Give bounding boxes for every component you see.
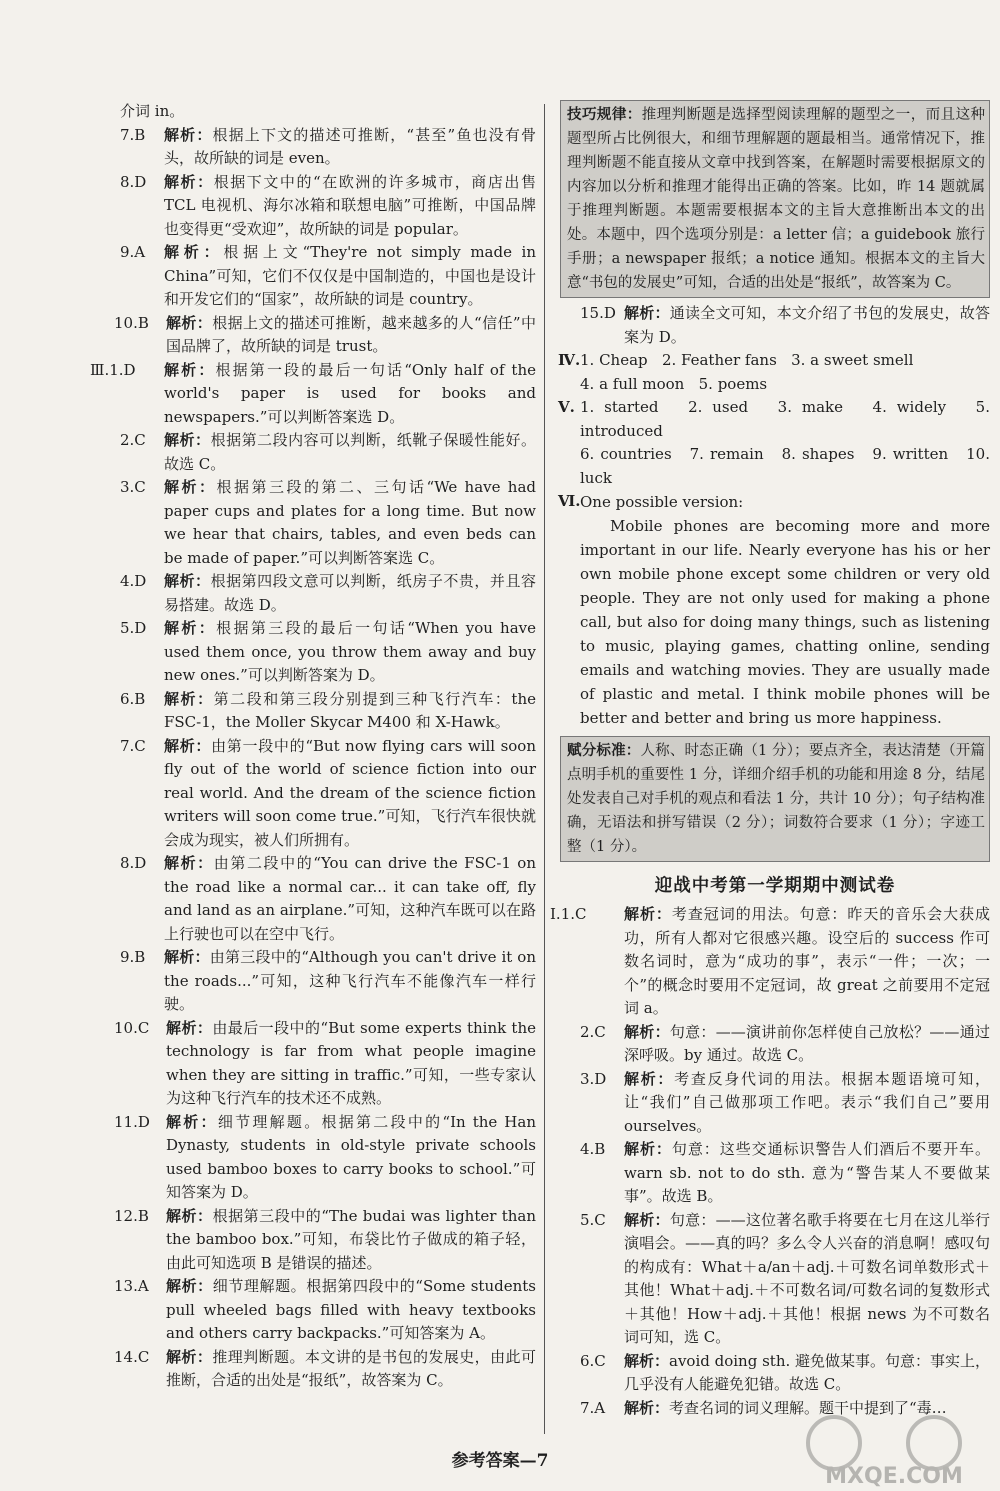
answer-item [100, 1275, 536, 1346]
answer-number: 7.A [580, 1398, 606, 1417]
answer-text: 推理判断题。本文讲的是书包的发展史，由此可推断，合适的出处是“报纸”，故答案为 C。 [166, 1347, 536, 1389]
answer-text: 根据第四段文意可以判断，纸房子不贵，并且容易搭建。故选 D。 [164, 572, 536, 614]
answer-label: 解析： [164, 619, 217, 637]
essay-body: Mobile phones are becoming more and more important in our life. Nearly everyone has his or her own mobile phone except some children or very old people. They are not only used for making a phone call, but also for doing many things, such as listening to music, playing games, chatting online, sending emails and watching movies. They are usually made of plastic and metal. I think mobile phones will be better and better and bring us more happiness. [580, 517, 990, 727]
essay-heading: One possible version: [580, 493, 744, 511]
answer-text: 根据第二段内容可以判断，纸靴子保暖性能好。故选 C。 [164, 431, 536, 473]
answer-number: 7.B [120, 125, 146, 144]
answer-number: 9.A [120, 243, 146, 261]
exam-title: 迎战中考第一学期期中测试卷 [654, 876, 896, 896]
answer-text: 第二段和第三段分别提到三种飞行汽车：the FSC-1，the Moller Skycar M400 和 X-Hawk。 [164, 689, 536, 731]
answer-item [100, 429, 536, 476]
answer-number: 3.D [580, 1069, 607, 1088]
section-4-line-2: 4. a full moon 5. poems [580, 374, 768, 393]
answer-text: 通读全文可知，本文介绍了书包的发展史，故答案为 D。 [624, 304, 990, 346]
answer-item [560, 1138, 990, 1209]
tip-text: 推理判断题是选择型阅读理解的题型之一，而且这种题型所占比例很大，和细节理解题的题最相当。通常情况下，推理判断题不能直接从文章中找到答案，在解题时需要根据原文的内容加以分析和推理才能得出正确的答案。比如，昨 14 题就属于推理判断题。本题需要根据本文的主旨大意推断出本文的出处。本题中，四个选项分别是：a letter 信；a guidebook 旅行手册；a newspaper 报纸；a notice 通知。根据本文的主旨大意“书包的发展史”可知，合适的出处是“报纸”，故答案为 C。 [567, 107, 986, 291]
answer-text: 根据下文中的“在欧洲的许多城市，商店出售 TCL 电视机、海尔冰箱和联想电脑”可推断，中国品牌也变得更“受欢迎”，故所缺的词是 popular。 [164, 172, 536, 238]
answer-text: 考查名词的词义理解。题干中提到了“毒… [669, 1398, 947, 1417]
answer-label: 解析： [164, 572, 211, 590]
answer-text: 根据第一段的最后一句话“Only half of the world's paper is used for books and newspapers.”可以判断答案选 D。 [164, 360, 536, 426]
answer-label: 解析： [624, 1069, 675, 1088]
answer-item [560, 1021, 990, 1068]
answer-number: 9.B [120, 948, 146, 966]
answer-label: 解析： [164, 478, 217, 496]
section-6-numeral: Ⅵ. [558, 492, 581, 510]
watermark-logo [794, 1409, 994, 1489]
answer-item [100, 241, 536, 312]
grading-text: 人称、时态正确（1 分）；要点齐全，表达清楚（开篇点明手机的重要性 1 分，详细介绍手机的功能和用途 8 分，结尾处发表自己对手机的观点和看法 1 分，共计 10 分）；句子结构准确，无语法和拼写错误（2 分）；词数符合要求（1 分）；字迹工整（1 分）。 [567, 743, 985, 855]
answer-item [100, 1205, 536, 1276]
answer-item [550, 903, 990, 1021]
answer-number: 4.D [120, 572, 147, 590]
answer-item [560, 1068, 990, 1139]
answer-number: 4.B [580, 1140, 606, 1158]
answer-item [560, 1350, 990, 1397]
answer-text: 句意：这些交通标识警告人们酒后不要开车。warn sb. not to do sth. 意为“警告某人不要做某事”。故选 B。 [624, 1140, 990, 1205]
section-4-numeral: Ⅳ. [558, 351, 581, 369]
answer-item [100, 617, 536, 688]
answer-number: 8.D [120, 172, 147, 191]
answer-item [100, 1017, 536, 1111]
answer-text: 根据第三段中的“The budai was lighter than the bamboo box.”可知，布袋比竹子做成的箱子轻，由此可知选项 B 是错误的描述。 [166, 1206, 536, 1272]
answer-item [100, 100, 536, 124]
grading-box [560, 736, 990, 862]
answer-item [100, 735, 536, 853]
section-6 [560, 490, 990, 730]
answer-label: 解析： [164, 172, 214, 191]
answer-item [100, 1346, 536, 1393]
answer-item [100, 476, 536, 570]
answer-number: 10.C [114, 1018, 150, 1037]
answer-item [100, 312, 536, 359]
section-4 [560, 349, 990, 396]
answer-label: 解析： [166, 1112, 218, 1131]
tip-label: 技巧规律： [567, 106, 642, 123]
answer-label: 解析： [164, 125, 213, 144]
answer-label: 解析： [624, 304, 670, 322]
answer-item [100, 946, 536, 1017]
answer-text: 细节理解题。根据第二段中的“In the Han Dynasty, students in old-style private schools used bamboo boxes to carry books to school.”可知答案为 D。 [166, 1112, 536, 1201]
section-5-line-1: 1. started 2. used 3. make 4. widely 5. introduced [580, 398, 995, 440]
answer-item [100, 1111, 536, 1205]
answer-label: 解析： [164, 360, 216, 379]
answer-number: Ⅲ.1.D [90, 360, 136, 379]
answer-text: 句意：——演讲前你怎样使自己放松？——通过深呼吸。by 通过。故选 C。 [624, 1022, 990, 1064]
answer-label: 解析： [164, 736, 212, 755]
answer-item [560, 302, 990, 349]
answer-item [100, 570, 536, 617]
answer-number: 10.B [114, 313, 149, 332]
answer-label: 解析： [164, 243, 224, 261]
answer-label: 解析： [624, 1140, 672, 1158]
answer-number: 14.C [114, 1347, 150, 1366]
answer-number: 15.D [580, 304, 616, 322]
answer-text: 细节理解题。根据第四段中的“Some students pull wheeled bags filled with heavy textbooks and others carry backpacks.”可知答案为 A。 [166, 1277, 536, 1342]
answer-text: 根据上文的描述可推断，越来越多的人“信任”中国品牌了，故所缺的词是 trust。 [166, 313, 536, 355]
answer-number: 3.C [120, 478, 146, 496]
answer-label: 解析： [166, 313, 213, 332]
answer-text: 由第一段中的“But now flying cars will soon fly out of the world of science fiction into our real world. And the dream of the science fiction writers will soon come true.”可知，飞行汽车很快就会成为现实，被人们所拥有。 [164, 736, 536, 849]
answer-item [100, 171, 536, 242]
answer-text: 根据上文“They're not simply made in China”可知，它们不仅仅是中国制造的，中国也是设计和开发它们的“国家”，故所缺的词是 country。 [164, 243, 536, 308]
answer-item [560, 1209, 990, 1350]
answer-label: 解析： [624, 1022, 670, 1041]
answer-text: 考查反身代词的用法。根据本题语境可知，让“我们”自己做那项工作吧。表示“我们自己”要用 ourselves。 [624, 1069, 990, 1135]
answer-number: 11.D [114, 1112, 150, 1131]
answer-number: 5.C [580, 1210, 606, 1229]
left-column [90, 100, 536, 1393]
tip-box [560, 100, 990, 298]
answer-label: 解析： [166, 1347, 213, 1366]
answer-item [90, 359, 536, 430]
answer-item [100, 852, 536, 946]
answer-label: 解析： [164, 689, 214, 708]
answer-number: 5.D [120, 619, 147, 637]
answer-number: 13.A [114, 1277, 149, 1295]
answer-number: 12.B [114, 1206, 149, 1225]
answer-number: Ⅰ.1.C [550, 905, 587, 923]
answer-text: 根据第三段的第二、三句话“We have had paper cups and plates for a long time. But now we hear that chairs, tables, and even beds can be made of paper.”可以判断答案选 C。 [164, 478, 536, 567]
grading-label: 赋分标准： [567, 742, 641, 759]
answer-number: 6.B [120, 689, 146, 708]
answer-label: 解析： [624, 1210, 670, 1229]
answer-label: 解析： [166, 1018, 213, 1037]
answer-number: 8.D [120, 854, 147, 872]
answer-item [100, 688, 536, 735]
answer-text: 根据第三段的最后一句话“When you have used them once, you throw them away and buy new ones.”可以判断答案为 D。 [164, 619, 536, 684]
answer-number: 7.C [120, 736, 146, 755]
column-divider [544, 104, 545, 1434]
answer-label: 解析： [164, 854, 214, 872]
watermark-text: MXQE.COM [825, 1464, 963, 1489]
section-5-line-2: 6. countries 7. remain 8. shapes 9. written 10. luck [580, 445, 995, 487]
exam-answer-list [550, 903, 991, 1420]
answer-label: 解析： [624, 1351, 670, 1370]
answer-label: 解析： [166, 1206, 213, 1225]
answer-label: 解析： [624, 905, 672, 923]
right-column [550, 100, 995, 1420]
answer-number: 2.C [580, 1022, 606, 1041]
answer-number: 2.C [120, 431, 146, 449]
answer-text: 由第三段中的“Although you can't drive it on the roads...”可知，这种飞行汽车不能像汽车一样行驶。 [164, 948, 536, 1013]
answer-text: 考查冠词的用法。句意：昨天的音乐会大获成功，所有人都对它很感兴趣。设空后的 success 作可数名词时，意为“成功的事”，表示“一件；一次；一个”的概念时要用不定冠词，故 great 之前要用不定冠词 a。 [624, 905, 990, 1017]
section-5-numeral: Ⅴ. [558, 398, 575, 416]
page-footer: 参考答案—7 [451, 1451, 549, 1471]
answer-text: 由最后一段中的“But some experts think the technology is far from what people imagine when they are sitting in traffic.”可知，一些专家认为这种飞行汽车的技术还不成熟。 [166, 1018, 536, 1107]
section-5 [558, 396, 995, 490]
section-4-line-1: 1. Cheap 2. Feather fans 3. a sweet smell [580, 351, 914, 369]
answer-text: 由第二段中的“You can drive the FSC-1 on the road like a normal car... it can take off, fly and land as an airplane.”可知，这种汽车既可以在路上行驶也可以在空中飞行。 [164, 854, 536, 943]
answer-label: 解析： [164, 431, 211, 449]
answer-label: 解析： [164, 948, 210, 966]
answer-text: avoid doing sth. 避免做某事。句意：事实上，几乎没有人能避免犯错。故选 C。 [624, 1351, 991, 1393]
answer-label: 解析： [166, 1277, 213, 1295]
answer-text: 句意：——这位著名歌手将要在七月在这儿举行演唱会。——真的吗？多么令人兴奋的消息啊！感叹句的构成有：What＋a/an＋adj.＋可数名词单数形式＋其他！What＋adj.＋不可数名词/可数名词的复数形式＋其他！How＋adj.＋其他！根据 news 为不可数名词可知，选 C。 [624, 1210, 990, 1346]
answer-text: 介词 in。 [120, 102, 185, 120]
answer-label: 解析： [624, 1398, 670, 1417]
answer-text: 根据上下文的描述可推断，“甚至”鱼也没有骨头，故所缺的词是 even。 [164, 125, 536, 167]
answer-item [100, 124, 536, 171]
answer-number: 6.C [580, 1351, 606, 1370]
